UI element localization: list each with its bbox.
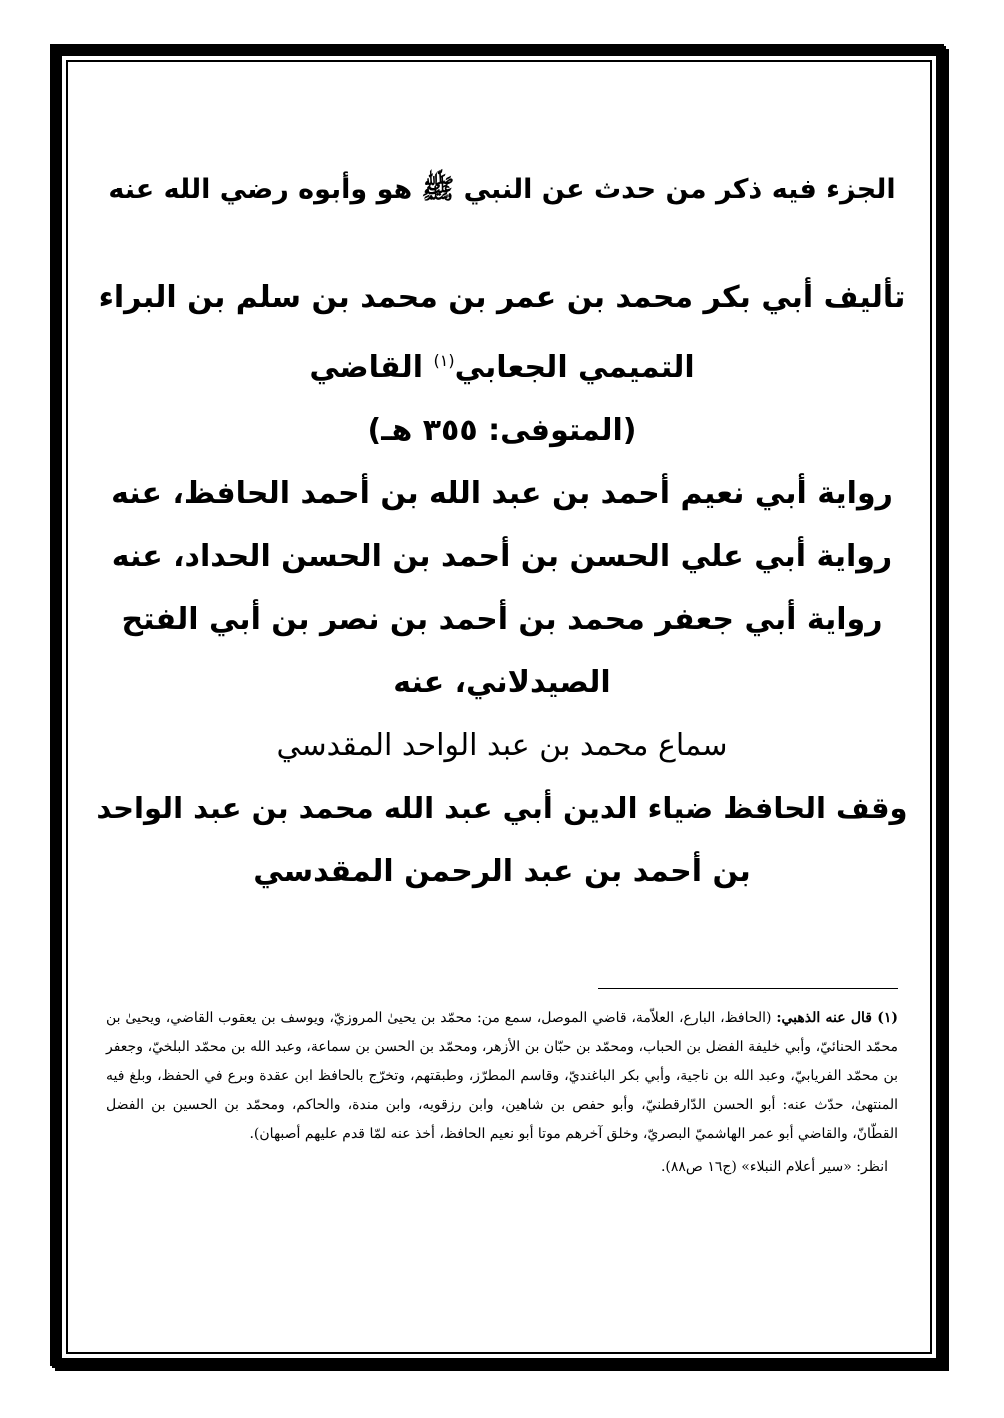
audition-line: سماع محمد بن عبد الواحد المقدسي [276,728,728,763]
narration-line-saydalani: رواية أبي جعفر محمد بن أحمد بن نصر بن أبي الفتح [121,602,883,637]
author-nisba-line [90,329,914,399]
footnote [106,1004,898,1182]
footnote-body: (الحافظ، البارع، العلاّمة، قاضي الموصل، سمع من: محمّد بن يحيىٰ المروزيّ، ويوسف بن يعقوب القاضي، ويحيىٰ بن محمّد الحنائيّ، وأبي خليفة الفضل بن الحباب، ومحمّد بن حبّان بن الأزهر، ومحمّد بن الحسن بن سماعة، وعبد الله بن محمّد البلخيّ، وجعفر بن محمّد الفريابيّ، وعبد الله بن ناجية، وأبي بكر الباغنديّ، وقاسم المطرّز، وطبقتهم، وتخرّج بالحافظ ابن عقدة وبرع في الحفظ، وبلغ فيه المنتهىٰ، حدّث عنه: أبو الحسن الدّارقطنيّ، وأبو حفص بن شاهين، وابن رزقويه، وابن مندة، والحاكم، ومحمّد بن الحسين بن الفضل القطّانّ، والقاضي أبو عمر الهاشميّ البصريّ، وخلق آخرهم موتا أبو نعيم الحافظ، أخذ عنه لمّا قدم عليهم أصبهان). [106,1010,898,1142]
author-and-chain-block [90,266,914,903]
author-title-text: القاضي [309,350,434,385]
footnote-text [106,1004,898,1149]
book-title: الجزء فيه ذكر من حدث عن النبي ﷺ هو وأبوه رضي الله عنه [108,174,896,205]
endowment-line: وقف الحافظ ضياء الدين أبي عبد الله محمد بن عبد الواحد [96,791,908,825]
author-line: تأليف أبي بكر محمد بن عمر بن محمد بن سلم بن البراء [98,280,906,315]
death-date-line: (المتوفى: ٣٥٥ هـ) [367,413,637,448]
footnote-marker[interactable]: (١) [433,351,455,370]
footnote-reference: انظر: «سير أعلام النبلاء» (ج١٦ ص٨٨). [660,1159,888,1175]
narration-line-saydalani-cont: الصيدلاني، عنه [393,665,611,700]
narration-line-haddad: رواية أبي علي الحسن بن أحمد بن الحسن الحداد، عنه [111,539,893,574]
footnote-lead: (١) قال عنه الذهبي: [776,1010,898,1026]
footnote-separator [598,988,898,989]
narration-line-abu-nuaym: رواية أبي نعيم أحمد بن عبد الله بن أحمد الحافظ، عنه [111,476,893,511]
endowment-line-cont: بن أحمد بن عبد الرحمن المقدسي [253,854,751,889]
author-nisba-text: التميمي الجعابي [454,350,695,385]
title-page [90,150,914,903]
